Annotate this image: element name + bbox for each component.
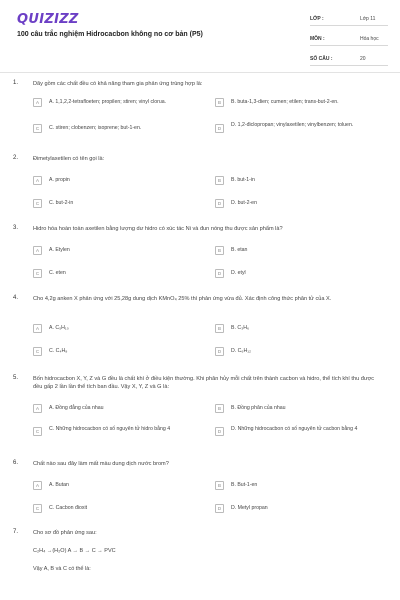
- question-followup: Vậy A, B và C có thể là:: [33, 566, 91, 572]
- option-text: B. buta-1,3-dien; cumen; etilen; trans-but-2-en.: [231, 99, 339, 105]
- option-letter-box: C: [33, 347, 42, 356]
- logo: QUIZIZZ: [17, 12, 79, 27]
- option-text: A. 1,1,2,2-tetrafloeten; propilen; stiren; vinyl clorua.: [49, 99, 167, 105]
- option-a[interactable]: [33, 481, 199, 490]
- option-c[interactable]: [33, 347, 199, 356]
- meta-value: Hóa học: [360, 35, 379, 42]
- question-text: Đimetylaxetilen có tên gọi là:: [33, 156, 105, 162]
- option-text: A. propin: [49, 177, 70, 183]
- option-text: D. Những hidrocacbon có số nguyên tử cacbon bằng 4: [231, 426, 358, 432]
- option-letter-box: A: [33, 481, 42, 490]
- option-c[interactable]: [33, 124, 199, 133]
- option-text: D. but-2-en: [231, 200, 257, 206]
- meta-label: SỐ CÂU :: [310, 55, 333, 62]
- option-d[interactable]: [215, 425, 381, 436]
- option-b[interactable]: [215, 98, 381, 107]
- option-letter-box: B: [215, 404, 224, 413]
- option-letter-box: A: [33, 176, 42, 185]
- option-a[interactable]: [33, 98, 199, 107]
- question-number: 7.: [13, 529, 19, 535]
- option-letter-box: C: [33, 199, 42, 208]
- option-text: A. Butan: [49, 482, 69, 488]
- reaction-scheme: C₂H₄ →(H₂O) A → B → C → PVC: [33, 548, 116, 554]
- option-letter-box: A: [33, 324, 42, 333]
- option-letter-box: B: [215, 324, 224, 333]
- option-text: D. Metyl propan: [231, 505, 268, 511]
- option-a[interactable]: [33, 324, 199, 333]
- option-a[interactable]: [33, 404, 199, 413]
- question-number: 5.: [13, 375, 19, 381]
- option-b[interactable]: [215, 324, 381, 333]
- option-text: B. Đồng phân của nhau: [231, 405, 286, 411]
- meta-table: [310, 12, 388, 72]
- option-letter-box: D: [215, 199, 224, 208]
- option-letter-box: D: [215, 347, 224, 356]
- option-text: D. etyl: [231, 270, 246, 276]
- option-c[interactable]: [33, 199, 199, 208]
- meta-value: 20: [360, 55, 366, 62]
- option-a[interactable]: [33, 176, 199, 185]
- option-text: A. Etylen: [49, 247, 70, 253]
- question-number: 2.: [13, 155, 19, 161]
- option-letter-box: B: [215, 481, 224, 490]
- option-letter-box: C: [33, 124, 42, 133]
- option-text: C. eten: [49, 270, 66, 276]
- question-number: 6.: [13, 460, 19, 466]
- option-text: B. but-1-in: [231, 177, 255, 183]
- option-letter-box: A: [33, 246, 42, 255]
- option-text: B. C₃H₆: [231, 325, 250, 331]
- option-letter-box: A: [33, 98, 42, 107]
- option-letter-box: C: [33, 504, 42, 513]
- option-letter-box: D: [215, 504, 224, 513]
- question-number: 4.: [13, 295, 19, 301]
- meta-label: LỚP :: [310, 15, 324, 22]
- option-text: C. C₄H₈: [49, 348, 68, 354]
- option-d[interactable]: [215, 199, 381, 208]
- option-text: B. But-1-en: [231, 482, 258, 488]
- option-letter-box: B: [215, 98, 224, 107]
- option-text: C. Những hidrocacbon có số nguyên tử hidro bằng 4: [49, 426, 171, 432]
- option-a[interactable]: [33, 246, 199, 255]
- option-text: C. Cacbon đioxit: [49, 505, 88, 511]
- option-letter-box: C: [33, 427, 42, 436]
- question-text: Dãy gồm các chất đều có khả năng tham gia phản ứng trùng hợp là:: [33, 81, 203, 87]
- option-d[interactable]: [215, 269, 381, 278]
- option-d[interactable]: [215, 504, 381, 513]
- page-title: 100 câu trắc nghiệm Hidrocacbon không no cơ bản (P5): [17, 31, 203, 38]
- option-letter-box: D: [215, 269, 224, 278]
- option-b[interactable]: [215, 246, 381, 255]
- header-divider: [0, 72, 400, 73]
- meta-row-grade: [310, 12, 388, 26]
- option-letter-box: D: [215, 427, 224, 436]
- option-b[interactable]: [215, 404, 381, 413]
- option-c[interactable]: [33, 425, 199, 436]
- option-b[interactable]: [215, 481, 381, 490]
- question-text: Cho sơ đồ phản ứng sau:: [33, 530, 97, 536]
- option-text: A. Đồng đẳng của nhau: [49, 405, 104, 411]
- option-text: C. stiren; clobenzen; isoprene; but-1-en.: [49, 125, 142, 131]
- question-number: 3.: [13, 225, 19, 231]
- option-b[interactable]: [215, 176, 381, 185]
- meta-value: Lớp 11: [360, 15, 376, 22]
- option-text: A. C₅H₁₀: [49, 325, 69, 331]
- option-letter-box: A: [33, 404, 42, 413]
- option-text: B. etan: [231, 247, 248, 253]
- question-text: Bốn hidrocacbon X, Y, Z và G đều là chất khí ở điều kiện thường. Khi phân hủy mỗi chất trên thành cacbon và hidro, thể tích khí thu được đều gấp 2 lần lần thể tích ban đầu. Vậy X, Y, Z và G là:: [33, 376, 375, 390]
- option-letter-box: C: [33, 269, 42, 278]
- question-text: Chất nào sau đây làm mất màu dung dịch nước brom?: [33, 461, 169, 467]
- option-c[interactable]: [33, 504, 199, 513]
- option-text: D. C₆H₁₂: [231, 348, 251, 354]
- meta-row-count: [310, 52, 388, 66]
- question-text: Cho 4,2g anken X phản ứng với 25,28g dung dịch KMnO₄ 25% thì phản ứng vừa đủ. Xác định công thức phân tử của X.: [33, 296, 332, 302]
- option-d[interactable]: [215, 347, 381, 356]
- option-text: C. but-2-in: [49, 200, 74, 206]
- question-number: 1.: [13, 80, 19, 86]
- meta-row-subject: [310, 32, 388, 46]
- option-text: D. 1,2-điclopropan; vinylaxetilen; vinylbenzen; toluen.: [231, 122, 354, 128]
- option-letter-box: D: [215, 124, 224, 133]
- option-letter-box: B: [215, 176, 224, 185]
- question-text: Hidro hóa hoàn toàn axetilen bằng lượng dư hidro có xúc tác Ni và đun nóng thu được sản phẩm là?: [33, 226, 283, 232]
- option-c[interactable]: [33, 269, 199, 278]
- option-d[interactable]: [215, 121, 381, 133]
- option-letter-box: B: [215, 246, 224, 255]
- meta-label: MÔN :: [310, 35, 325, 42]
